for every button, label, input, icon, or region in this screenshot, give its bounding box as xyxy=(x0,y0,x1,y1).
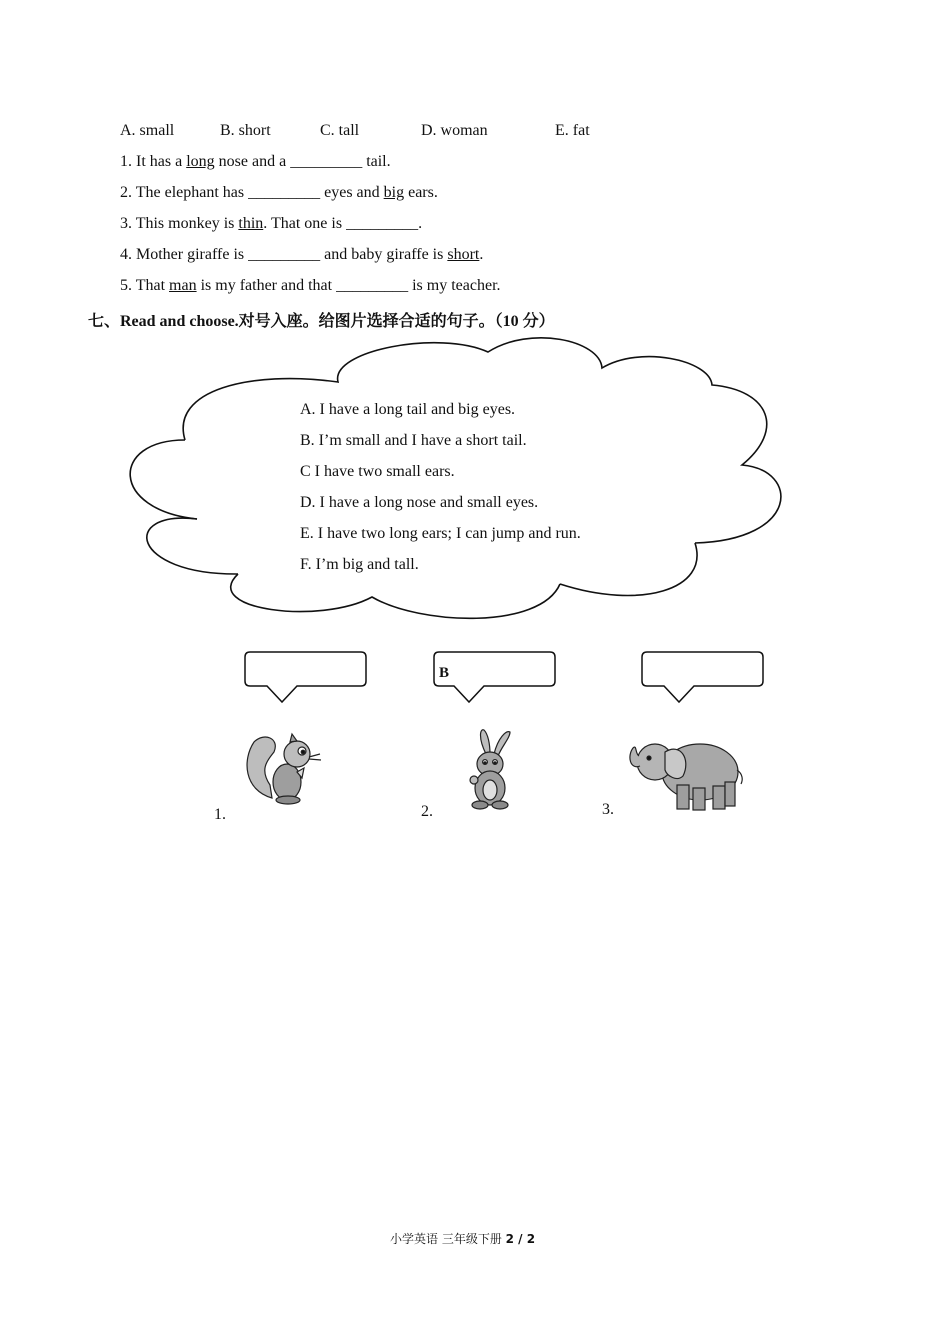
option-c: C. tall xyxy=(320,122,360,139)
picture-number-1: 1. xyxy=(214,806,226,823)
sentence-text: 1. It has a xyxy=(120,153,187,170)
option-d: D. woman xyxy=(421,122,488,139)
cloud-item-b: B. I’m small and I have a short tail. xyxy=(300,432,527,449)
sentence-text: nose and a _________ tail. xyxy=(214,153,391,170)
cloud-item-e: E. I have two long ears; I can jump and run. xyxy=(300,525,581,542)
speech-bubble-3 xyxy=(642,652,763,702)
footer-text: 小学英语 三年级下册 xyxy=(390,1232,506,1246)
speech-bubble-2 xyxy=(434,652,555,702)
speech-bubble-1 xyxy=(245,652,366,702)
underlined-word: thin xyxy=(238,215,264,232)
section-7-title: 七、Read and choose.对号入座。给图片选择合适的句子。（10 分） xyxy=(88,313,555,330)
sentence-text: . xyxy=(479,246,484,263)
cloud-item-d: D. I have a long nose and small eyes. xyxy=(300,494,539,511)
underlined-word: long xyxy=(186,153,215,170)
squirrel-picture xyxy=(242,730,332,810)
cloud-item-f: F. I’m big and tall. xyxy=(300,556,419,573)
sentence-text: 4. Mother giraffe is _________ and baby giraffe is xyxy=(120,246,448,263)
option-b: B. short xyxy=(220,122,271,139)
sentence-text: 5. That xyxy=(120,277,170,294)
option-a: A. small xyxy=(120,122,175,139)
speech-bubbles xyxy=(0,640,950,720)
sentence-text: 3. This monkey is xyxy=(120,215,239,232)
underlined-word: short xyxy=(447,246,480,263)
sentence-text: 2. The elephant has _________ eyes and xyxy=(120,184,384,201)
cloud-item-c: C I have two small ears. xyxy=(300,463,455,480)
underlined-word: big xyxy=(383,184,405,201)
picture-number-3: 3. xyxy=(602,801,614,818)
bubble-answer-2[interactable]: B xyxy=(439,665,450,681)
sentence-text: . That one is _________. xyxy=(263,215,423,232)
cloud-item-a: A. I have a long tail and big eyes. xyxy=(300,401,516,418)
sentence-text: is my father and that _________ is my teacher. xyxy=(196,277,501,294)
page-footer xyxy=(390,1230,535,1247)
picture-number-2: 2. xyxy=(421,803,433,820)
option-e: E. fat xyxy=(555,122,590,139)
sentence-text: ears. xyxy=(404,184,438,201)
rabbit-picture xyxy=(450,728,530,814)
underlined-word: man xyxy=(169,277,197,294)
page-number: 2 / 2 xyxy=(505,1232,536,1246)
elephant-picture xyxy=(625,730,750,816)
